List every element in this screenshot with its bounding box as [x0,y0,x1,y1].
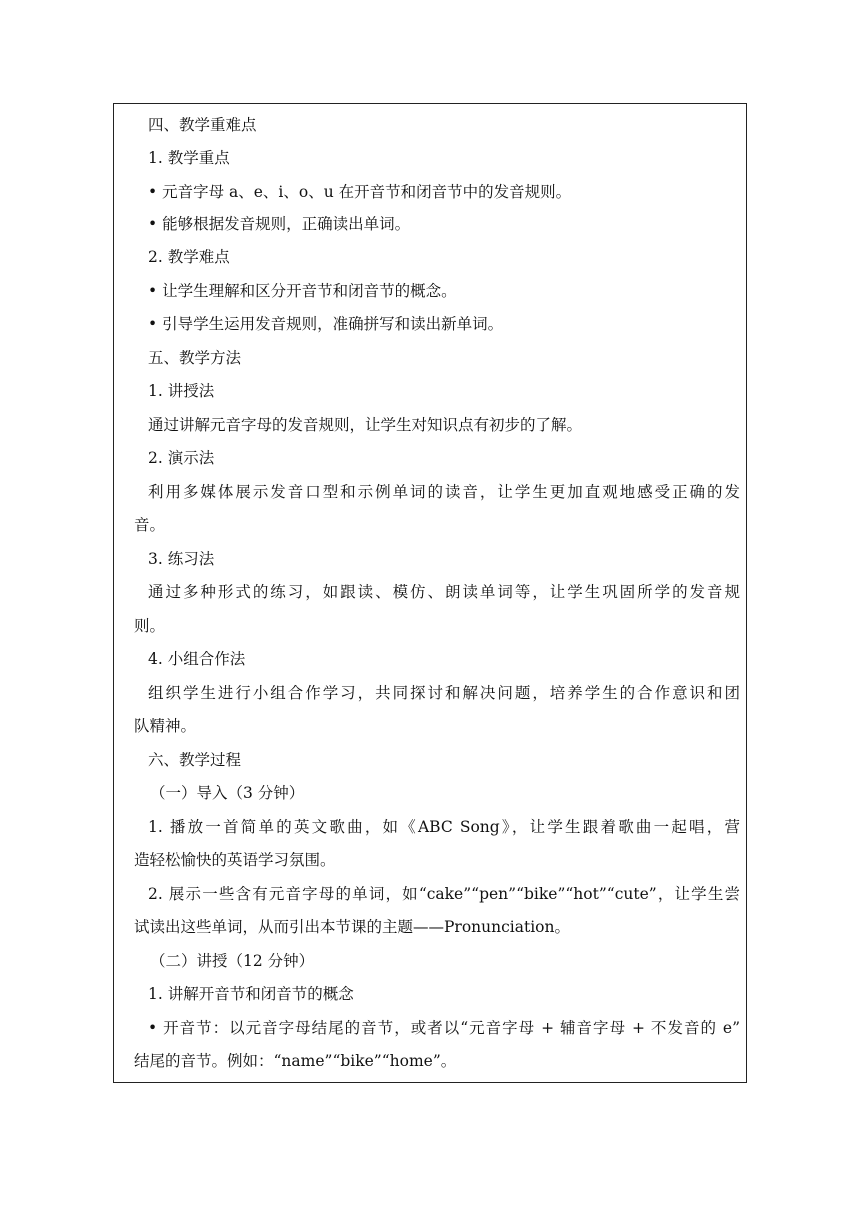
paragraph-line: 则。 [134,617,166,635]
paragraph-line: 队精神。 [134,717,197,735]
bullet-item: • 元音字母 a、e、i、o、u 在开音节和闭音节中的发音规则。 [148,183,572,201]
method-heading: 2. 演示法 [148,449,215,467]
subheading: 1. 讲解开音节和闭音节的概念 [148,985,354,1003]
paragraph-line: 造轻松愉快的英语学习氛围。 [134,851,336,869]
section-heading-4: 四、教学重难点 [148,116,257,134]
stage-heading: （二）讲授（12 分钟） [150,952,315,970]
paragraph-line: 试读出这些单词，从而引出本节课的主题——Pronunciation。 [134,918,570,936]
bullet-item: • 开音节：以元音字母结尾的音节，或者以“元音字母 + 辅音字母 + 不发音的 e” [148,1019,740,1037]
section-heading-5: 五、教学方法 [148,349,242,367]
document-table-cell [113,103,747,1083]
stage-heading: （一）导入（3 分钟） [150,784,305,802]
bullet-item: • 能够根据发音规则，正确读出单词。 [148,215,411,233]
subheading-teaching-difficulty: 2. 教学难点 [148,248,230,266]
bullet-item: • 引导学生运用发音规则，准确拼写和读出新单词。 [148,315,504,333]
section-heading-6: 六、教学过程 [148,751,242,769]
paragraph-line: 2. 展示一些含有元音字母的单词，如“cake”“pen”“bike”“hot”“cute”，让学生尝 [148,885,740,903]
method-heading: 4. 小组合作法 [148,650,246,668]
method-heading: 3. 练习法 [148,550,215,568]
paragraph-line: 组织学生进行小组合作学习，共同探讨和解决问题，培养学生的合作意识和团 [148,684,740,702]
method-heading: 1. 讲授法 [148,382,215,400]
bullet-item: • 让学生理解和区分开音节和闭音节的概念。 [148,282,457,300]
paragraph-line: 1. 播放一首简单的英文歌曲，如《ABC Song》，让学生跟着歌曲一起唱，营 [148,818,740,836]
paragraph-line: 利用多媒体展示发音口型和示例单词的读音，让学生更加直观地感受正确的发 [148,483,740,501]
paragraph-line: 通过多种形式的练习，如跟读、模仿、朗读单词等，让学生巩固所学的发音规 [148,583,740,601]
subheading-teaching-focus: 1. 教学重点 [148,149,230,167]
paragraph-line: 通过讲解元音字母的发音规则，让学生对知识点有初步的了解。 [148,416,583,434]
paragraph-line: 结尾的音节。例如：“name”“bike”“home”。 [134,1052,457,1070]
paragraph-line: 音。 [134,516,166,534]
